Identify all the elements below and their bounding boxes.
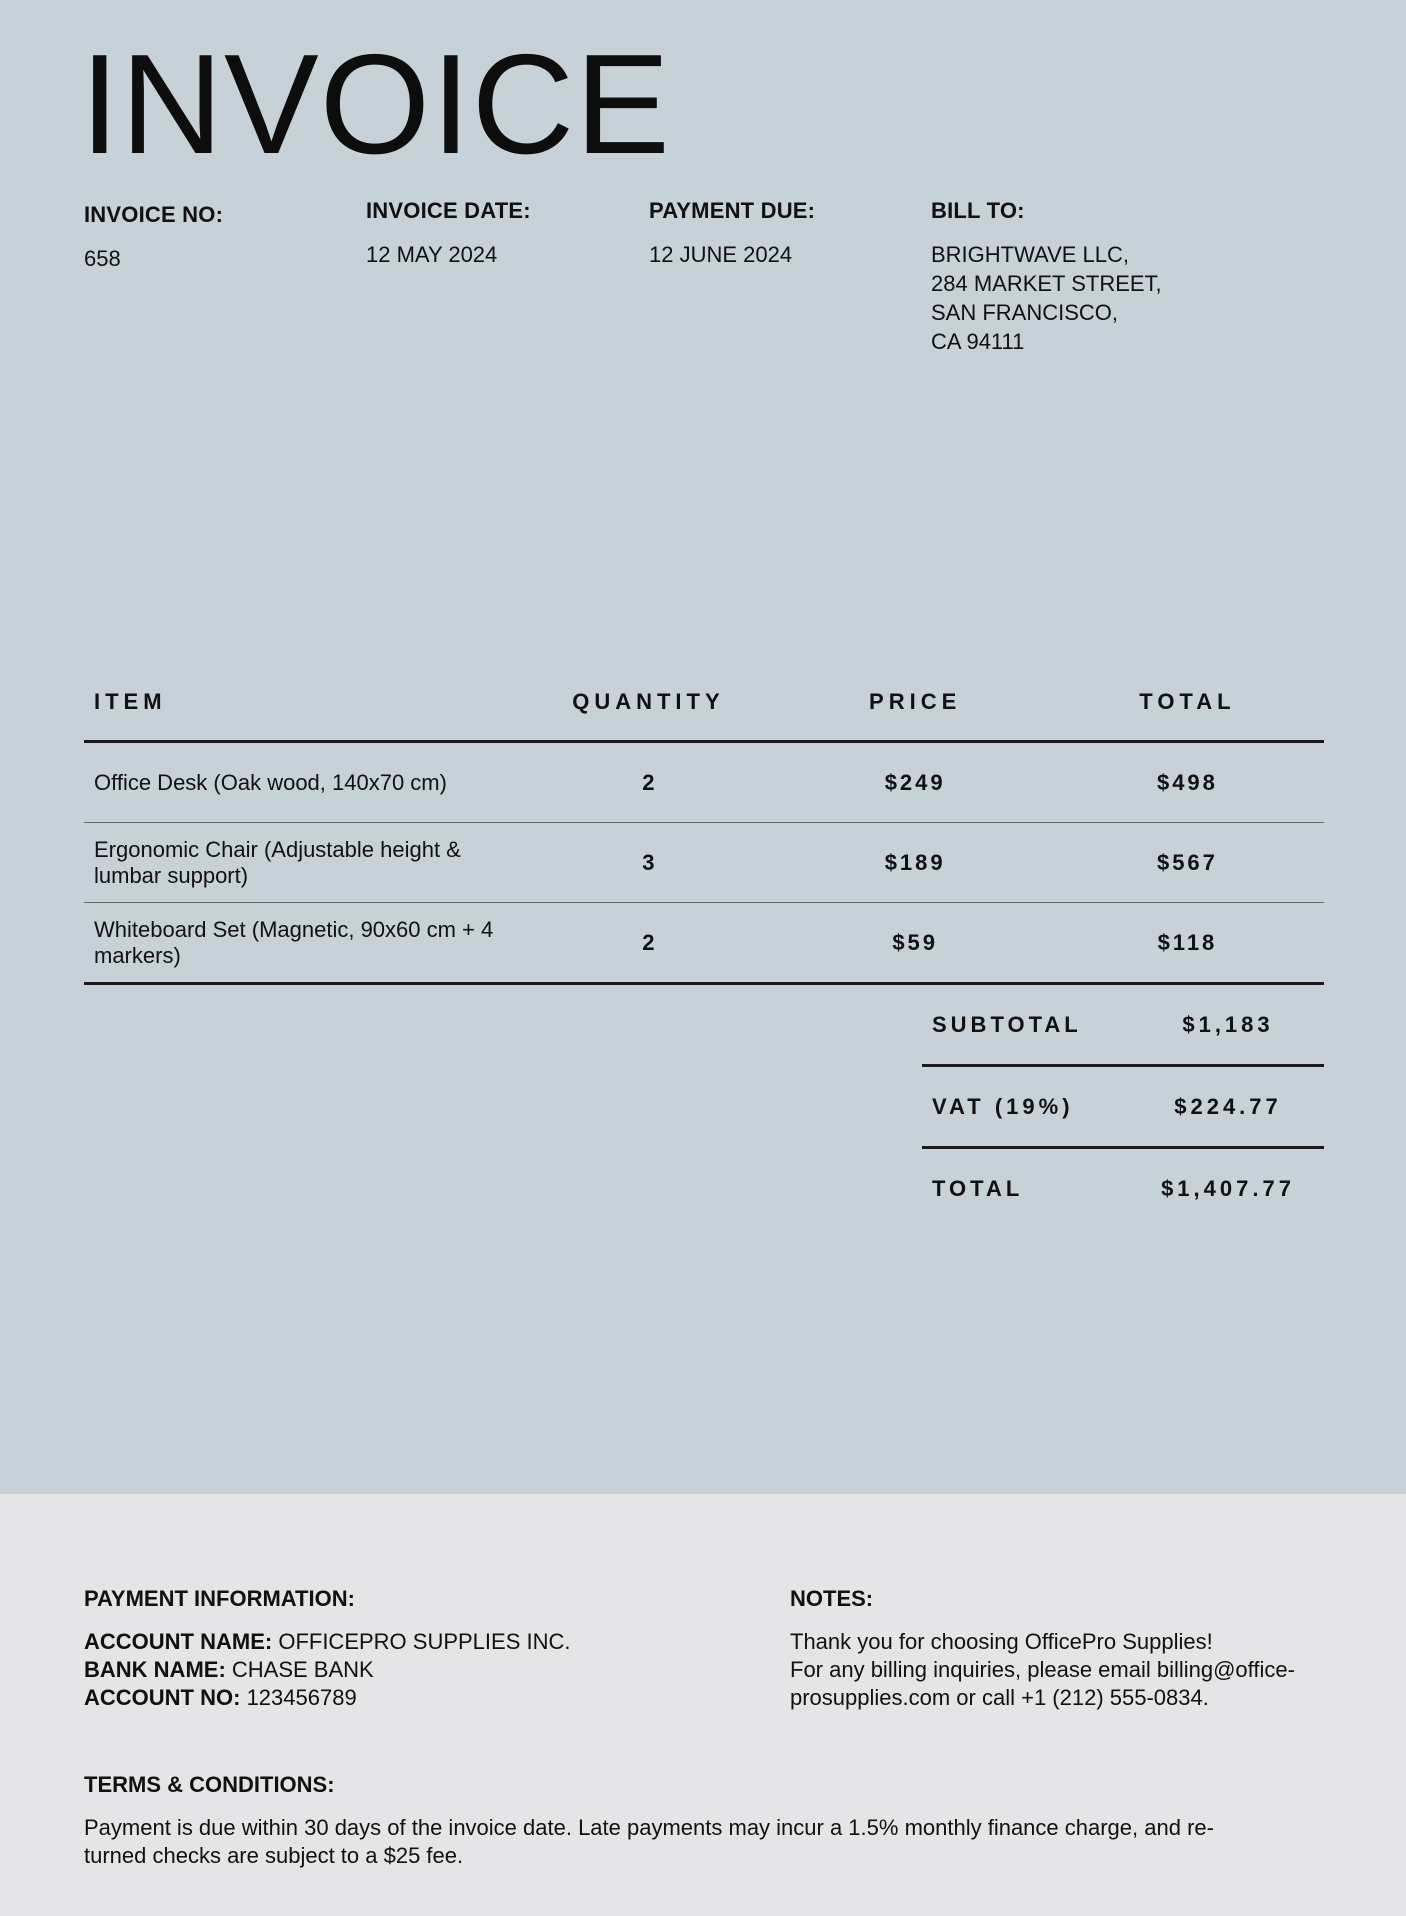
notes-text (790, 1628, 1350, 1712)
grand-total-row (922, 1149, 1324, 1228)
row-quantity: 3 (517, 823, 779, 903)
row-item: Ergonomic Chair (Adjustable height & lumbar support) (84, 823, 517, 903)
notes-heading: NOTES: (790, 1586, 874, 1611)
row-total: $498 (1051, 742, 1324, 823)
bill-to-line: SAN FRANCISCO, (931, 300, 1119, 325)
row-quantity: 2 (517, 903, 779, 984)
invoice-date-block (366, 198, 531, 269)
row-price: $249 (779, 742, 1050, 823)
invoice-title: INVOICE (80, 25, 671, 184)
table-row (84, 823, 1324, 903)
account-number-line (84, 1684, 571, 1712)
invoice-number-label: INVOICE NO: (84, 202, 224, 227)
account-number-value: 123456789 (246, 1685, 357, 1710)
table-header-row (84, 664, 1324, 742)
payment-due-label: PAYMENT DUE: (649, 198, 816, 223)
grand-total-label: TOTAL (932, 1175, 1024, 1201)
row-price: $189 (779, 823, 1050, 903)
subtotal-label: SUBTOTAL (932, 1011, 1082, 1037)
bill-to-line: 284 MARKET STREET, (931, 271, 1162, 296)
invoice-date-value: 12 MAY 2024 (366, 242, 498, 267)
invoice-number-value: 658 (84, 246, 121, 271)
line-items-table (84, 664, 1324, 985)
subtotal-value: $1,183 (1182, 1011, 1274, 1037)
subtotal-row (922, 985, 1324, 1067)
bill-to-address (931, 240, 1162, 356)
table-row (84, 742, 1324, 823)
account-name-value: OFFICEPRO SUPPLIES INC. (278, 1629, 571, 1654)
terms-heading: TERMS & CONDITIONS: (84, 1772, 335, 1797)
payment-information-details (84, 1628, 571, 1712)
account-name-line (84, 1628, 571, 1656)
row-quantity: 2 (517, 742, 779, 823)
account-number-label: ACCOUNT NO: (84, 1685, 241, 1710)
bank-name-label: BANK NAME: (84, 1657, 226, 1682)
account-name-label: ACCOUNT NAME: (84, 1629, 273, 1654)
column-header-quantity: QUANTITY (517, 664, 779, 742)
notes-line: Thank you for choosing OfficePro Supplies! (790, 1629, 1213, 1654)
notes-line: For any billing inquiries, please email billing@office- (790, 1657, 1295, 1682)
row-total: $118 (1051, 903, 1324, 984)
totals-summary (922, 985, 1324, 1228)
vat-label: VAT (19%) (932, 1093, 1074, 1119)
payment-information-heading: PAYMENT INFORMATION: (84, 1586, 355, 1611)
row-price: $59 (779, 903, 1050, 984)
bill-to-line: CA 94111 (931, 329, 1025, 354)
vat-value: $224.77 (1174, 1093, 1282, 1119)
payment-due-value: 12 JUNE 2024 (649, 242, 793, 267)
terms-line: Payment is due within 30 days of the invoice date. Late payments may incur a 1.5% monthly finance charge, and re- (84, 1815, 1214, 1840)
invoice-date-label: INVOICE DATE: (366, 198, 531, 223)
vat-row (922, 1067, 1324, 1149)
bill-to-line: BRIGHTWAVE LLC, (931, 242, 1130, 267)
invoice-number-block (84, 202, 223, 273)
grand-total-value: $1,407.77 (1161, 1175, 1295, 1201)
row-item: Office Desk (Oak wood, 140x70 cm) (84, 742, 517, 823)
invoice-footer-panel (0, 1494, 1406, 1916)
row-total: $567 (1051, 823, 1324, 903)
row-item: Whiteboard Set (Magnetic, 90x60 cm + 4 markers) (84, 903, 517, 984)
bank-name-line (84, 1656, 571, 1684)
column-header-item: ITEM (84, 664, 517, 742)
notes-line: prosupplies.com or call +1 (212) 555-0834. (790, 1685, 1209, 1710)
bill-to-block (931, 198, 1162, 356)
payment-due-block (649, 198, 815, 269)
column-header-price: PRICE (779, 664, 1050, 742)
bank-name-value: CHASE BANK (231, 1657, 374, 1682)
table-row (84, 903, 1324, 984)
terms-line: turned checks are subject to a $25 fee. (84, 1843, 464, 1868)
column-header-total: TOTAL (1051, 664, 1324, 742)
terms-text (84, 1814, 1344, 1870)
bill-to-label: BILL TO: (931, 198, 1025, 223)
